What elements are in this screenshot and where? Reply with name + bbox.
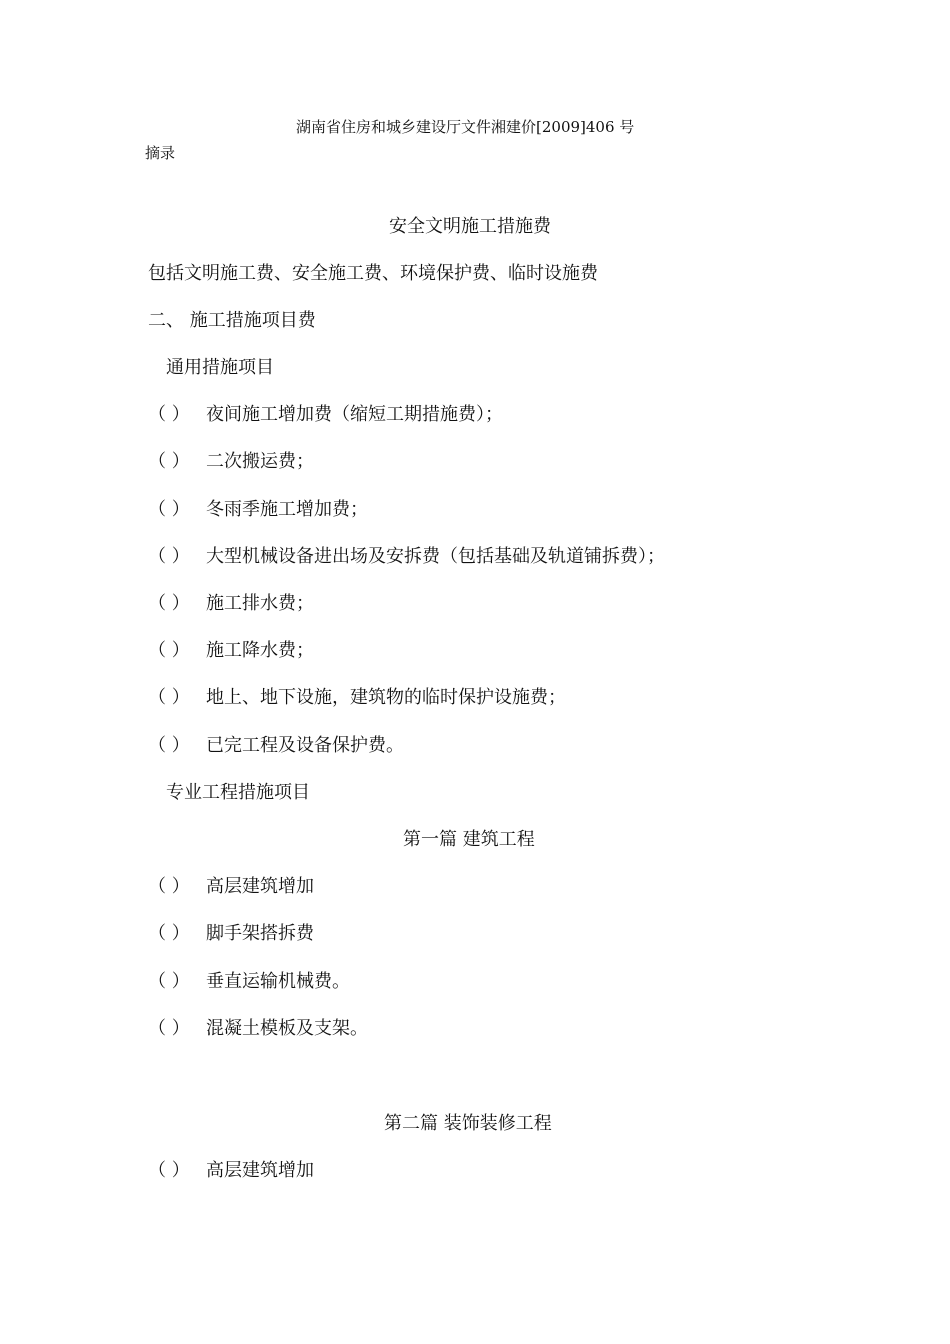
list-item	[148, 640, 314, 661]
special-measures-title: 专业工程措施项目	[166, 782, 310, 803]
list-item	[148, 1160, 314, 1181]
item-text: 施工降水费；	[206, 640, 314, 661]
item-text: 脚手架搭拆费	[206, 923, 314, 944]
item-bracket: （ ）	[148, 971, 190, 992]
item-text: 高层建筑增加	[206, 1160, 314, 1181]
document-subtitle: 摘录	[145, 144, 176, 162]
safety-content: 包括文明施工费、安全施工费、环境保护费、临时设施费	[148, 263, 598, 284]
item-bracket: （ ）	[148, 499, 190, 520]
item-bracket: （ ）	[148, 876, 190, 897]
part-one-heading: 第一篇 建筑工程	[403, 829, 535, 850]
general-measures-title: 通用措施项目	[166, 357, 274, 378]
item-text: 已完工程及设备保护费。	[206, 735, 404, 756]
safety-heading: 安全文明施工措施费	[389, 216, 551, 237]
item-bracket: （ ）	[148, 1160, 190, 1181]
item-text: 冬雨季施工增加费；	[206, 499, 368, 520]
item-bracket: （ ）	[148, 593, 190, 614]
item-bracket: （ ）	[148, 451, 190, 472]
item-text: 大型机械设备进出场及安拆费（包括基础及轨道铺拆费）；	[206, 546, 665, 567]
list-item	[148, 876, 314, 897]
item-bracket: （ ）	[148, 687, 190, 708]
item-bracket: （ ）	[148, 923, 190, 944]
part-two-heading: 第二篇 装饰装修工程	[384, 1113, 552, 1134]
item-bracket: （ ）	[148, 546, 190, 567]
item-text: 混凝土模板及支架。	[206, 1018, 368, 1039]
document-title: 湖南省住房和城乡建设厅文件湘建价[2009]406 号	[296, 118, 635, 136]
list-item	[148, 593, 314, 614]
list-item	[148, 1018, 368, 1039]
section-two-heading: 二、 施工措施项目费	[148, 310, 316, 331]
item-bracket: （ ）	[148, 735, 190, 756]
item-text: 施工排水费；	[206, 593, 314, 614]
item-bracket: （ ）	[148, 404, 190, 425]
list-item	[148, 451, 314, 472]
list-item	[148, 735, 404, 756]
list-item	[148, 404, 503, 425]
item-bracket: （ ）	[148, 1018, 190, 1039]
list-item	[148, 499, 368, 520]
list-item	[148, 971, 350, 992]
item-text: 夜间施工增加费（缩短工期措施费）；	[206, 404, 503, 425]
item-text: 二次搬运费；	[206, 451, 314, 472]
item-text: 垂直运输机械费。	[206, 971, 350, 992]
list-item	[148, 687, 566, 708]
item-bracket: （ ）	[148, 640, 190, 661]
item-text: 高层建筑增加	[206, 876, 314, 897]
list-item	[148, 546, 665, 567]
item-text: 地上、地下设施，建筑物的临时保护设施费；	[206, 687, 566, 708]
list-item	[148, 923, 314, 944]
